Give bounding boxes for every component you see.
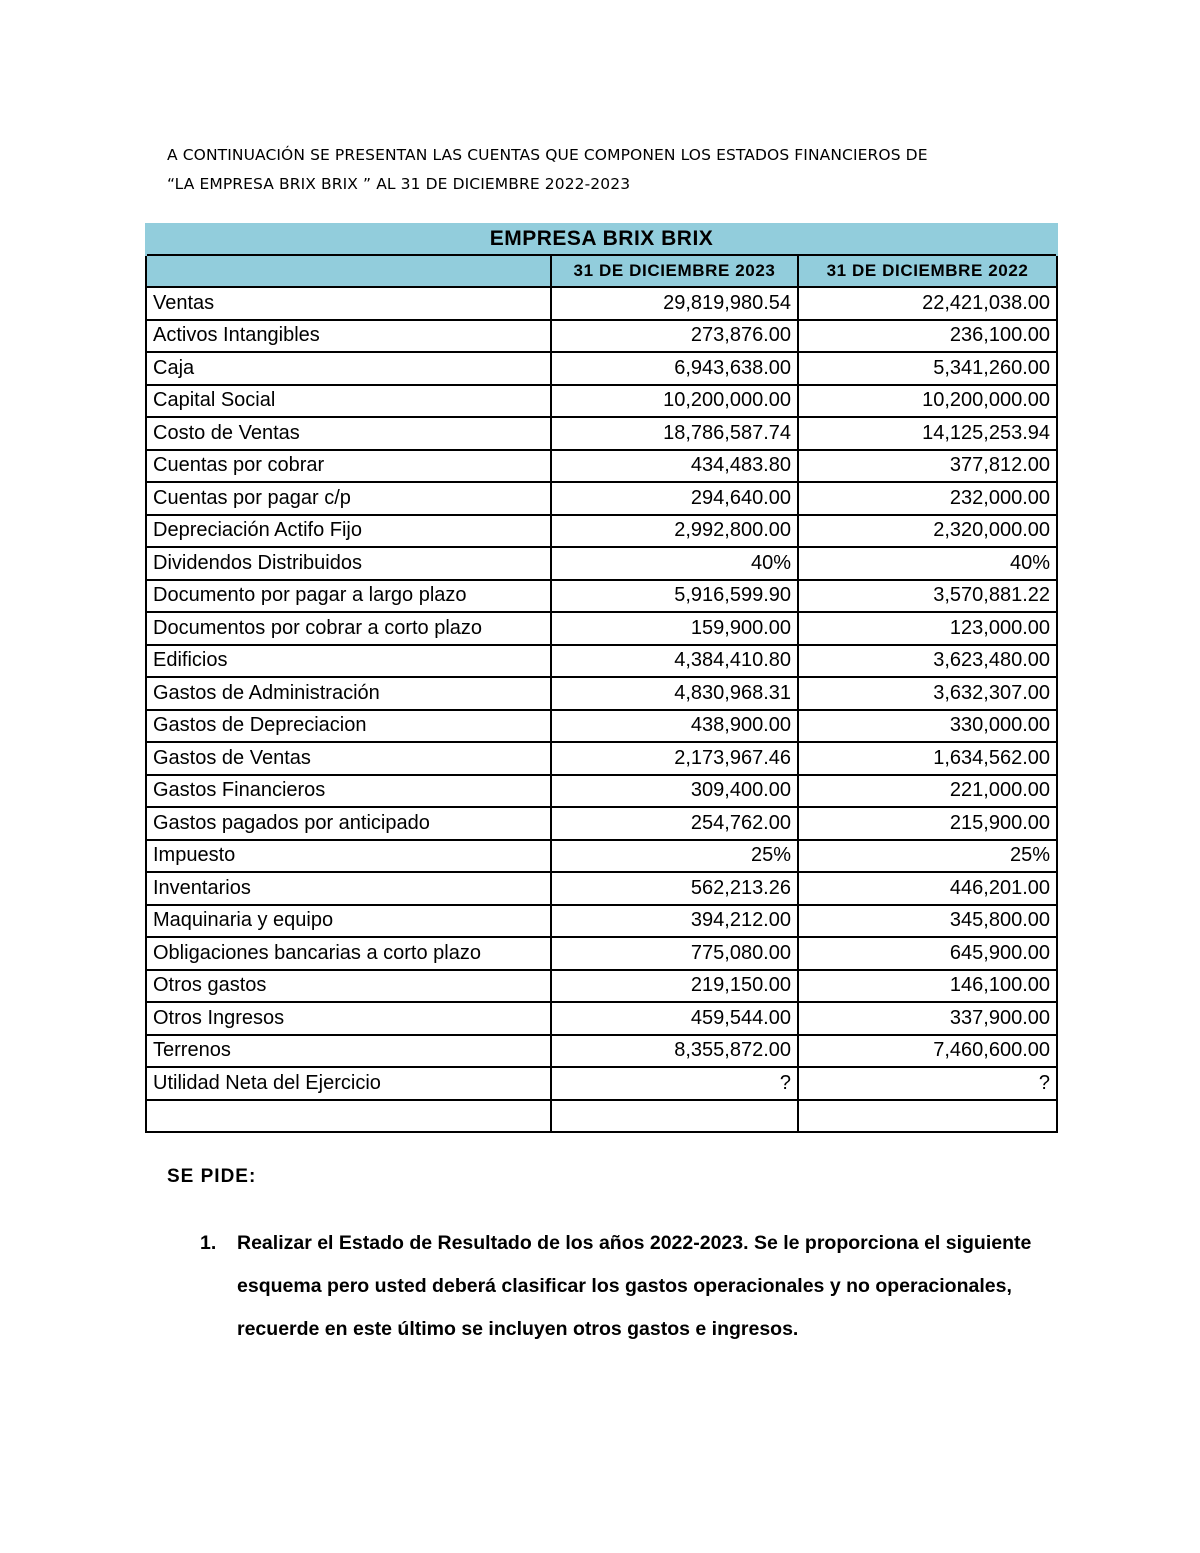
table-row bbox=[146, 320, 1057, 353]
table-row bbox=[146, 677, 1057, 710]
table-row bbox=[146, 385, 1057, 418]
value-2022-cell: 14,125,253.94 bbox=[798, 417, 1057, 450]
account-name-cell: Otros gastos bbox=[146, 970, 551, 1003]
value-2023-cell: 562,213.26 bbox=[551, 872, 798, 905]
account-name-cell: Documentos por cobrar a corto plazo bbox=[146, 612, 551, 645]
account-name-cell: Capital Social bbox=[146, 385, 551, 418]
table-header-row bbox=[146, 255, 1057, 287]
table-row bbox=[146, 937, 1057, 970]
financial-accounts-table bbox=[145, 223, 1058, 1133]
table-row bbox=[146, 742, 1057, 775]
value-2022-cell: 645,900.00 bbox=[798, 937, 1057, 970]
column-header-2023: 31 DE DICIEMBRE 2023 bbox=[551, 255, 798, 287]
account-name-cell: Inventarios bbox=[146, 872, 551, 905]
intro-line-2: “LA EMPRESA BRIX BRIX ” AL 31 DE DICIEMBRE 2022-2023 bbox=[167, 175, 631, 193]
account-name-cell: Ventas bbox=[146, 287, 551, 320]
table-title: EMPRESA BRIX BRIX bbox=[146, 223, 1057, 255]
account-name-cell: Gastos de Administración bbox=[146, 677, 551, 710]
value-2023-cell: 40% bbox=[551, 547, 798, 580]
account-name-cell: Documento por pagar a largo plazo bbox=[146, 580, 551, 613]
account-name-cell: Otros Ingresos bbox=[146, 1002, 551, 1035]
table-row bbox=[146, 840, 1057, 873]
value-2023-cell: 2,173,967.46 bbox=[551, 742, 798, 775]
value-2022-cell: 123,000.00 bbox=[798, 612, 1057, 645]
value-2023-cell: 309,400.00 bbox=[551, 775, 798, 808]
value-2022-cell: 40% bbox=[798, 547, 1057, 580]
value-2023-cell: 8,355,872.00 bbox=[551, 1035, 798, 1068]
table-row bbox=[146, 1035, 1057, 1068]
account-name-cell: Activos Intangibles bbox=[146, 320, 551, 353]
value-2023-cell: 273,876.00 bbox=[551, 320, 798, 353]
account-name-cell: Maquinaria y equipo bbox=[146, 905, 551, 938]
table-row bbox=[146, 580, 1057, 613]
value-2023-cell: 434,483.80 bbox=[551, 450, 798, 483]
intro-text bbox=[167, 141, 1067, 199]
value-2022-cell: 2,320,000.00 bbox=[798, 515, 1057, 548]
value-2023-cell: 219,150.00 bbox=[551, 970, 798, 1003]
value-2022-cell: 377,812.00 bbox=[798, 450, 1057, 483]
account-name-cell: Impuesto bbox=[146, 840, 551, 873]
column-header-account bbox=[146, 255, 551, 287]
value-2023-cell: 775,080.00 bbox=[551, 937, 798, 970]
value-2022-cell: 3,570,881.22 bbox=[798, 580, 1057, 613]
account-name-cell: Gastos Financieros bbox=[146, 775, 551, 808]
value-2023-cell: 254,762.00 bbox=[551, 807, 798, 840]
value-2023-cell: 294,640.00 bbox=[551, 482, 798, 515]
value-2023-cell: 2,992,800.00 bbox=[551, 515, 798, 548]
table-row bbox=[146, 775, 1057, 808]
value-2022-cell: 221,000.00 bbox=[798, 775, 1057, 808]
table-row bbox=[146, 970, 1057, 1003]
value-2023-cell: 4,830,968.31 bbox=[551, 677, 798, 710]
table-body bbox=[146, 287, 1057, 1132]
table-row bbox=[146, 352, 1057, 385]
table-row bbox=[146, 515, 1057, 548]
table-row bbox=[146, 547, 1057, 580]
value-2023-cell: 4,384,410.80 bbox=[551, 645, 798, 678]
value-2022-cell: 5,341,260.00 bbox=[798, 352, 1057, 385]
table-title-row bbox=[146, 223, 1057, 255]
table-row bbox=[146, 417, 1057, 450]
task-item bbox=[200, 1222, 1060, 1351]
account-name-cell: Caja bbox=[146, 352, 551, 385]
table-row bbox=[146, 482, 1057, 515]
value-2022-cell bbox=[798, 1100, 1057, 1133]
value-2023-cell: 5,916,599.90 bbox=[551, 580, 798, 613]
table-row bbox=[146, 872, 1057, 905]
value-2023-cell: 25% bbox=[551, 840, 798, 873]
value-2023-cell: 10,200,000.00 bbox=[551, 385, 798, 418]
account-name-cell: Edificios bbox=[146, 645, 551, 678]
value-2023-cell bbox=[551, 1100, 798, 1133]
value-2022-cell: 22,421,038.00 bbox=[798, 287, 1057, 320]
value-2023-cell: ? bbox=[551, 1067, 798, 1100]
account-name-cell: Utilidad Neta del Ejercicio bbox=[146, 1067, 551, 1100]
value-2022-cell: 3,623,480.00 bbox=[798, 645, 1057, 678]
table-row bbox=[146, 710, 1057, 743]
account-name-cell: Obligaciones bancarias a corto plazo bbox=[146, 937, 551, 970]
table-row bbox=[146, 450, 1057, 483]
value-2022-cell: 10,200,000.00 bbox=[798, 385, 1057, 418]
table-row bbox=[146, 1002, 1057, 1035]
value-2022-cell: 146,100.00 bbox=[798, 970, 1057, 1003]
value-2022-cell: 446,201.00 bbox=[798, 872, 1057, 905]
table-row bbox=[146, 807, 1057, 840]
account-name-cell: Cuentas por pagar c/p bbox=[146, 482, 551, 515]
value-2022-cell: 236,100.00 bbox=[798, 320, 1057, 353]
account-name-cell bbox=[146, 1100, 551, 1133]
value-2023-cell: 394,212.00 bbox=[551, 905, 798, 938]
table-row bbox=[146, 645, 1057, 678]
account-name-cell: Depreciación Actifo Fijo bbox=[146, 515, 551, 548]
se-pide-heading: SE PIDE: bbox=[167, 1166, 257, 1187]
account-name-cell: Dividendos Distribuidos bbox=[146, 547, 551, 580]
value-2022-cell: 7,460,600.00 bbox=[798, 1035, 1057, 1068]
value-2022-cell: 345,800.00 bbox=[798, 905, 1057, 938]
value-2023-cell: 159,900.00 bbox=[551, 612, 798, 645]
value-2022-cell: 337,900.00 bbox=[798, 1002, 1057, 1035]
value-2023-cell: 29,819,980.54 bbox=[551, 287, 798, 320]
value-2022-cell: 330,000.00 bbox=[798, 710, 1057, 743]
value-2022-cell: ? bbox=[798, 1067, 1057, 1100]
table-row bbox=[146, 1100, 1057, 1133]
value-2023-cell: 6,943,638.00 bbox=[551, 352, 798, 385]
account-name-cell: Gastos pagados por anticipado bbox=[146, 807, 551, 840]
account-name-cell: Cuentas por cobrar bbox=[146, 450, 551, 483]
value-2023-cell: 459,544.00 bbox=[551, 1002, 798, 1035]
account-name-cell: Terrenos bbox=[146, 1035, 551, 1068]
table-row bbox=[146, 1067, 1057, 1100]
task-number: 1. bbox=[200, 1232, 217, 1254]
value-2023-cell: 18,786,587.74 bbox=[551, 417, 798, 450]
table-row bbox=[146, 287, 1057, 320]
value-2022-cell: 3,632,307.00 bbox=[798, 677, 1057, 710]
account-name-cell: Gastos de Depreciacion bbox=[146, 710, 551, 743]
value-2023-cell: 438,900.00 bbox=[551, 710, 798, 743]
table-row bbox=[146, 612, 1057, 645]
task-text: Realizar el Estado de Resultado de los años 2022-2023. Se le proporciona el siguiente esquema pero usted deberá clasificar los gastos operacionales y no operacionales, recuerde en este último se incluyen otros gastos e ingresos. bbox=[237, 1232, 1032, 1340]
value-2022-cell: 25% bbox=[798, 840, 1057, 873]
column-header-2022: 31 DE DICIEMBRE 2022 bbox=[798, 255, 1057, 287]
value-2022-cell: 215,900.00 bbox=[798, 807, 1057, 840]
account-name-cell: Costo de Ventas bbox=[146, 417, 551, 450]
value-2022-cell: 232,000.00 bbox=[798, 482, 1057, 515]
value-2022-cell: 1,634,562.00 bbox=[798, 742, 1057, 775]
table-row bbox=[146, 905, 1057, 938]
account-name-cell: Gastos de Ventas bbox=[146, 742, 551, 775]
intro-line-1: A CONTINUACIÓN SE PRESENTAN LAS CUENTAS QUE COMPONEN LOS ESTADOS FINANCIEROS DE bbox=[167, 146, 928, 164]
